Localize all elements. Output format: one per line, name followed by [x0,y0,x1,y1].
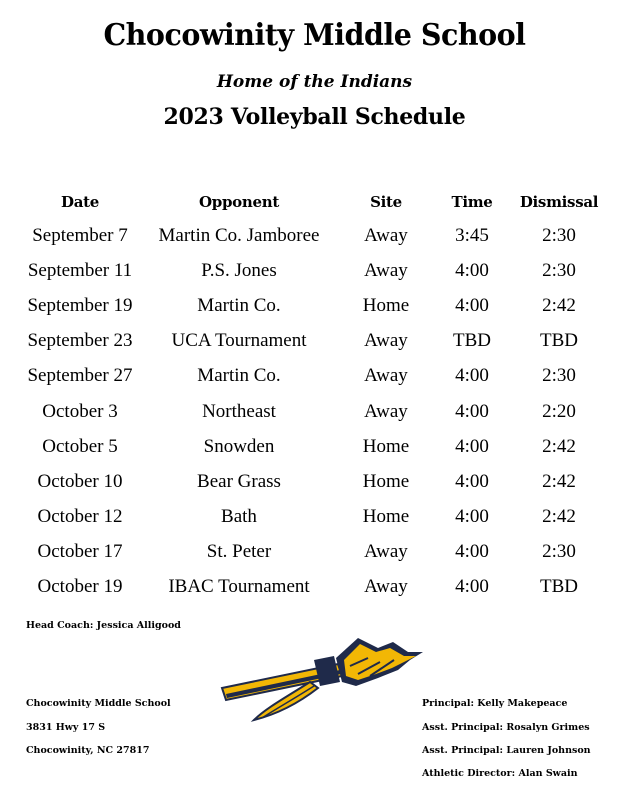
table-row [18,288,610,323]
game-site: Away [364,330,408,352]
game-dismissal: 2:30 [542,541,576,563]
table-header-row [18,186,610,218]
game-opponent: IBAC Tournament [168,576,310,598]
game-dismissal: 2:42 [542,294,576,316]
game-opponent: Northeast [202,400,276,422]
game-date: September 23 [27,330,133,352]
col-time-header: Time [451,193,493,211]
col-dismissal-header: Dismissal [519,193,599,211]
game-dismissal: 2:42 [542,506,576,528]
game-date: October 5 [42,435,118,457]
game-dismissal: 2:30 [542,224,576,246]
game-date: September 27 [27,365,133,387]
athletic-director: Athletic Director: Alan Swain [422,768,578,779]
game-site: Away [364,365,408,387]
table-row [18,253,610,288]
table-row [18,500,610,535]
game-opponent: Martin Co. [197,294,281,316]
game-dismissal: 2:42 [542,435,576,457]
game-time: 4:00 [455,576,489,598]
table-row [18,394,610,429]
game-site: Home [362,506,410,528]
col-site-header: Site [370,193,402,211]
game-time: 4:00 [455,365,489,387]
game-site: Away [364,259,408,281]
game-time: 4:00 [455,470,489,492]
table-row [18,324,610,359]
schedule-title: 2023 Volleyball Schedule [163,104,466,130]
table-row [18,359,610,394]
head-coach: Head Coach: Jessica Alligood [26,620,181,631]
game-opponent: Snowden [203,435,275,457]
tagline: Home of the Indians [216,72,413,92]
game-dismissal: 2:20 [542,400,576,422]
address-line-1: Chocowinity Middle School [26,698,171,709]
principal: Principal: Kelly Makepeace [422,698,568,709]
game-date: October 3 [42,400,118,422]
game-date: September 7 [32,224,128,246]
game-dismissal: 2:42 [542,470,576,492]
table-row [18,464,610,499]
game-opponent: Martin Co. Jamboree [158,224,320,246]
game-site: Away [364,224,408,246]
address-line-3: Chocowinity, NC 27817 [26,745,150,756]
table-row [18,570,610,605]
table-row [18,535,610,570]
game-date: September 11 [27,259,133,281]
game-dismissal: TBD [540,576,578,598]
game-time: 4:00 [455,259,489,281]
game-time: 4:00 [455,400,489,422]
schedule-table [18,186,610,605]
game-time: TBD [453,330,491,352]
arrowhead-spear-icon [218,630,428,729]
game-opponent: P.S. Jones [201,259,277,281]
asst-principal-2: Asst. Principal: Lauren Johnson [422,745,591,756]
game-opponent: Bath [221,506,257,528]
game-site: Away [364,541,408,563]
game-date: September 19 [27,294,133,316]
game-site: Away [364,576,408,598]
game-dismissal: 2:30 [542,365,576,387]
game-time: 3:45 [455,224,489,246]
table-row [18,218,610,253]
game-opponent: Martin Co. [197,365,281,387]
game-time: 4:00 [455,506,489,528]
address-line-2: 3831 Hwy 17 S [26,722,106,733]
game-date: October 17 [37,541,123,563]
game-date: October 12 [37,506,123,528]
game-date: October 19 [37,576,123,598]
game-dismissal: 2:30 [542,259,576,281]
game-time: 4:00 [455,294,489,316]
game-date: October 10 [37,470,123,492]
game-opponent: St. Peter [206,541,272,563]
game-site: Home [362,470,410,492]
game-opponent: Bear Grass [197,470,281,492]
game-opponent: UCA Tournament [171,330,307,352]
game-time: 4:00 [455,435,489,457]
game-dismissal: TBD [540,330,578,352]
table-row [18,429,610,464]
col-opponent-header: Opponent [199,193,279,211]
game-time: 4:00 [455,541,489,563]
asst-principal-1: Asst. Principal: Rosalyn Grimes [422,722,590,733]
game-site: Home [362,435,410,457]
game-site: Home [362,294,410,316]
game-site: Away [364,400,408,422]
school-name: Chocowinity Middle School [103,18,526,53]
col-date-header: Date [61,193,99,211]
